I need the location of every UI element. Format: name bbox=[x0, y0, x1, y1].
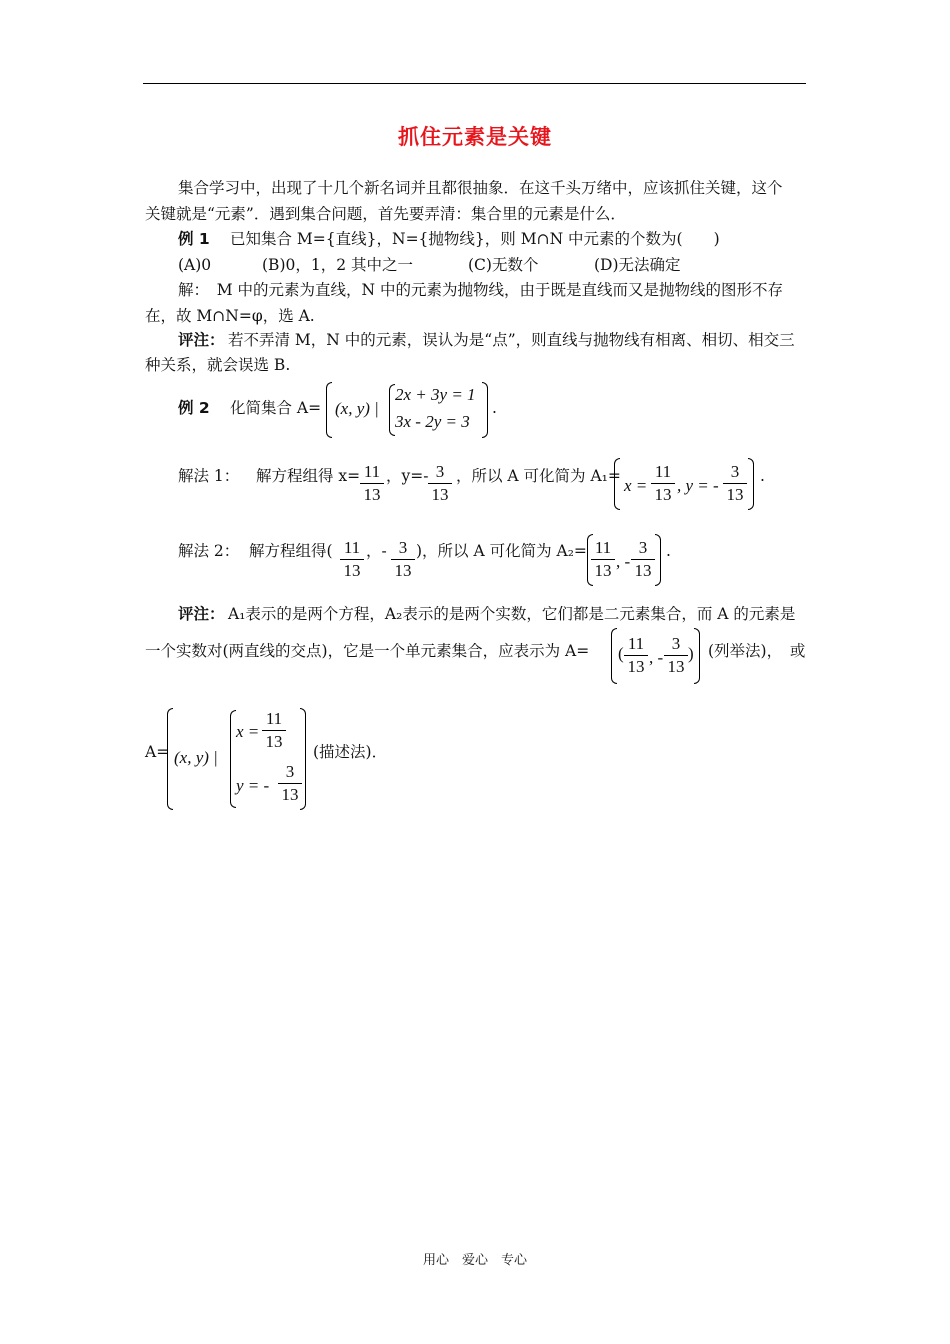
descriptive-y-equals: y = - bbox=[236, 776, 270, 795]
fraction-11-13: 11 13 bbox=[624, 634, 648, 677]
period: . bbox=[760, 467, 765, 485]
solution1-line2: 在，故 M∩N=φ，选 A. bbox=[145, 307, 315, 325]
right-brace bbox=[300, 708, 306, 810]
tuple-separator: , - bbox=[649, 648, 664, 667]
fraction-11-13: 11 13 bbox=[360, 462, 384, 505]
fraction-11-13: 11 13 bbox=[591, 538, 615, 581]
left-brace bbox=[611, 628, 617, 684]
right-brace bbox=[694, 628, 700, 684]
method2-mid-text: ，- bbox=[366, 542, 387, 560]
solution1-line1: 解： M 中的元素为直线，N 中的元素为抛物线，由于既是直线而又是抛物线的图形不存 bbox=[178, 281, 784, 299]
method1-y-text: ，y=- bbox=[386, 467, 429, 485]
a1-y-equals: , y = - bbox=[677, 476, 719, 495]
equation-1: 2x + 3y = 1 bbox=[395, 385, 476, 404]
descriptive-end: (描述法)． bbox=[313, 743, 388, 761]
fraction-3-13: 3 13 bbox=[278, 762, 302, 805]
note1-line1: 若不弄清 M，N 中的元素，误认为是“点”，则直线与抛物线有相离、相切、相交三 bbox=[228, 331, 795, 349]
note2-line2: 一个实数对(两直线的交点)，它是一个单元素集合，应表示为 A= bbox=[145, 642, 590, 660]
descriptive-x-equals: x = bbox=[236, 722, 260, 741]
example2-label: 例 2 bbox=[178, 399, 210, 417]
descriptive-prefix: A= bbox=[145, 743, 170, 761]
note2-line2-end: (列举法)， 或 bbox=[708, 642, 806, 660]
fraction-3-13: 3 13 bbox=[631, 538, 655, 581]
note2-line1: A₁表示的是两个方程，A₂表示的是两个实数，它们都是二元素集合，而 A 的元素是 bbox=[228, 605, 796, 623]
method2-then-text: )，所以 A 可化简为 A₂= bbox=[416, 542, 587, 560]
example1-option-a: (A)0 bbox=[178, 256, 212, 274]
method1-then-text: ，所以 A 可化简为 A₁= bbox=[456, 467, 621, 485]
example2-set-builder: (x, y) | bbox=[335, 399, 379, 418]
equation-2: 3x - 2y = 3 bbox=[395, 412, 470, 431]
note2-label: 评注： bbox=[178, 605, 225, 623]
paragraph-intro-line1: 集合学习中，出现了十几个新名词并且都很抽象．在这千头万绪中，应该抓住关键，这个 bbox=[178, 179, 783, 197]
period: . bbox=[492, 399, 497, 417]
example1-label: 例 1 bbox=[178, 230, 210, 248]
fraction-3-13: 3 13 bbox=[723, 462, 747, 505]
right-brace bbox=[655, 534, 661, 586]
method1-label: 解法 1： bbox=[178, 467, 240, 485]
page-title: 抓住元素是关键 bbox=[398, 125, 552, 149]
fraction-3-13: 3 13 bbox=[391, 538, 415, 581]
fraction-3-13: 3 13 bbox=[664, 634, 688, 677]
page-footer: 用心 爱心 专心 bbox=[422, 1253, 527, 1268]
left-brace bbox=[614, 458, 620, 510]
note1-label: 评注： bbox=[178, 331, 225, 349]
period: . bbox=[666, 542, 671, 560]
fraction-11-13: 11 13 bbox=[262, 709, 286, 752]
method2-text: 解方程组得( bbox=[249, 542, 333, 560]
example1-option-d: (D)无法确定 bbox=[594, 256, 681, 274]
method1-text: 解方程组得 x= bbox=[256, 467, 361, 485]
left-brace bbox=[167, 708, 173, 810]
fraction-11-13: 11 13 bbox=[340, 538, 364, 581]
paragraph-intro-line2: 关键就是“元素”．遇到集合问题，首先要弄清：集合里的元素是什么． bbox=[145, 205, 626, 223]
example1-option-c: (C)无数个 bbox=[468, 256, 539, 274]
fraction-3-13: 3 13 bbox=[428, 462, 452, 505]
tuple-close-paren: ) bbox=[688, 644, 694, 663]
descriptive-set-builder: (x, y) | bbox=[174, 748, 218, 767]
method2-label: 解法 2： bbox=[178, 542, 240, 560]
a2-separator: , - bbox=[616, 552, 631, 571]
right-brace bbox=[482, 382, 488, 438]
tuple-open-paren: ( bbox=[618, 644, 624, 663]
example2-text: 化简集合 A= bbox=[230, 399, 322, 417]
fraction-11-13: 11 13 bbox=[651, 462, 675, 505]
header-rule bbox=[143, 83, 806, 84]
a1-x-equals: x = bbox=[624, 476, 648, 495]
note1-line2: 种关系，就会误选 B. bbox=[145, 356, 291, 374]
example1-text: 已知集合 M={直线}，N={抛物线}，则 M∩N 中元素的个数为( ) bbox=[230, 230, 720, 248]
left-brace bbox=[326, 382, 332, 438]
right-brace bbox=[748, 458, 754, 510]
example1-option-b: (B)0，1，2 其中之一 bbox=[262, 256, 413, 274]
